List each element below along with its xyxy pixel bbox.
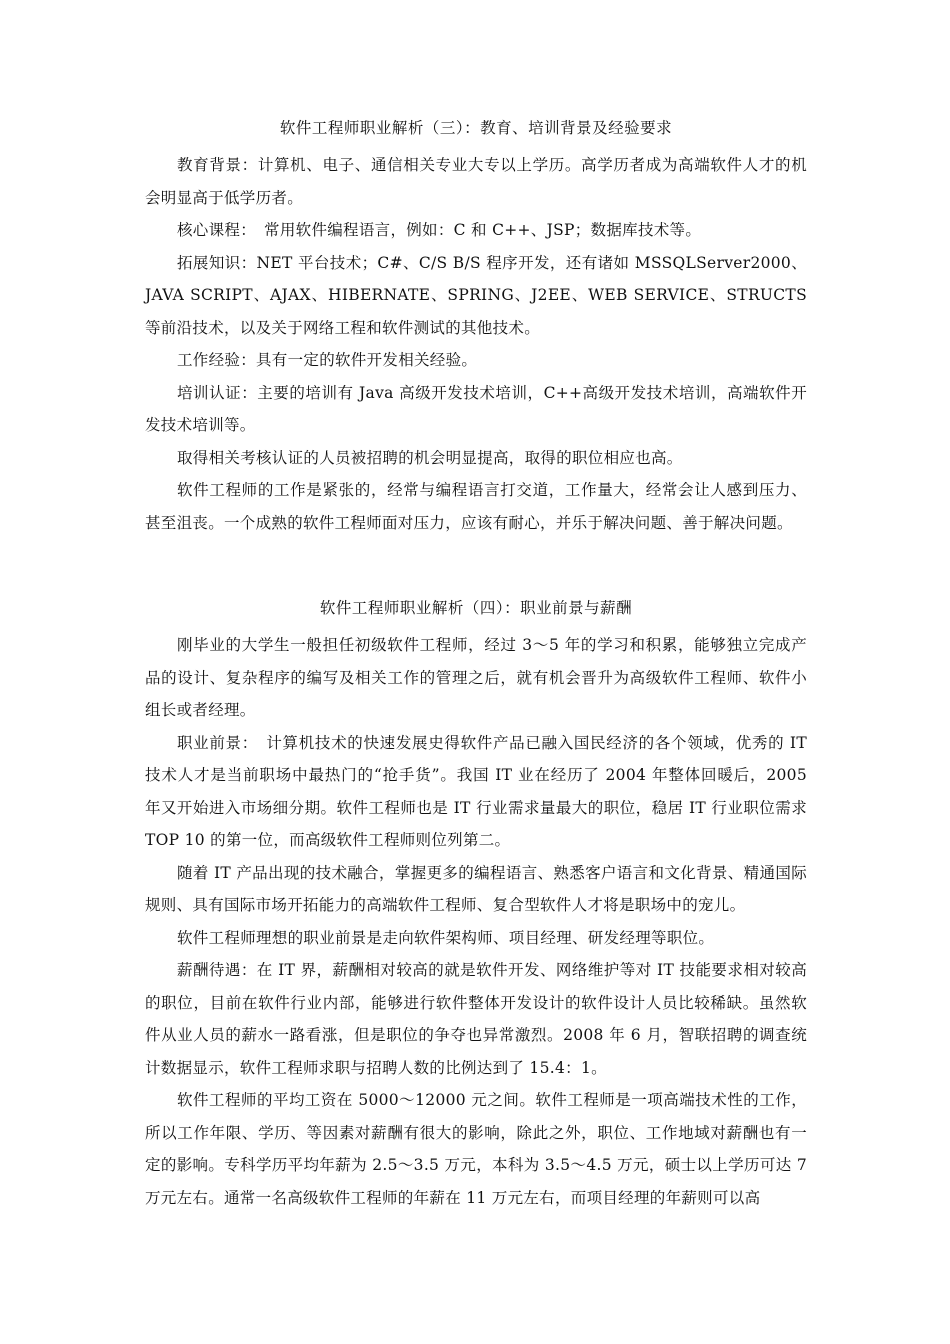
- paragraph-salary-treatment: 薪酬待遇：在 IT 界，薪酬相对较高的就是软件开发、网络维护等对 IT 技能要求相对较高的职位，目前在软件行业内部，能够进行软件整体开发设计的软件设计人员比较稀缺。虽然软件从业人员的薪水一路看涨，但是职位的争夺也异常激烈。2008 年 6 月，智联招聘的调查统计数据显示，软件工程师求职与招聘人数的比例达到了 15.4：1。: [145, 961, 807, 1077]
- paragraph-technology-convergence: 随着 IT 产品出现的技术融合，掌握更多的编程语言、熟悉客户语言和文化背景、精通国际规则、具有国际市场开拓能力的高端软件工程师、复合型软件人才将是职场中的宠儿。: [145, 863, 807, 914]
- section-education-training: [145, 116, 807, 539]
- section-career-prospects-salary: [145, 596, 807, 1214]
- paragraph-work-experience: 工作经验：具有一定的软件开发相关经验。: [177, 351, 478, 369]
- section-title: 软件工程师职业解析（三）：教育、培训背景及经验要求: [279, 119, 673, 137]
- paragraph-education-background: 教育背景：计算机、电子、通信相关专业大专以上学历。高学历者成为高端软件人才的机会明显高于低学历者。: [145, 156, 807, 207]
- paragraph-certification-benefit: 取得相关考核认证的人员被招聘的机会明显提高，取得的职位相应也高。: [177, 448, 683, 467]
- paragraph-work-pressure: 软件工程师的工作是紧张的，经常与编程语言打交道，工作量大，经常会让人感到压力、甚至沮丧。一个成熟的软件工程师面对压力，应该有耐心，并乐于解决问题、善于解决问题。: [145, 481, 807, 532]
- paragraph-career-prospects: 职业前景： 计算机技术的快速发展史得软件产品已融入国民经济的各个领域，优秀的 IT 技术人才是当前职场中最热门的“抢手货”。我国 IT 业在经历了 2004 年整体回暖后，2005 年又开始进入市场细分期。软件工程师也是 IT 行业需求量最大的职位，稳居 IT 行业职位需求 TOP 10 的第一位，而高级软件工程师则位列第二。: [145, 733, 807, 849]
- paragraph-extended-knowledge: 拓展知识：NET 平台技术；C#、C/S B/S 程序开发，还有诸如 MSSQLServer2000、JAVA SCRIPT、AJAX、HIBERNATE、SPRING、J2EE、WEB SERVICE、STRUCTS 等前沿技术，以及关于网络工程和软件测试的其他技术。: [145, 253, 807, 337]
- paragraph-core-courses: 核心课程： 常用软件编程语言，例如：C 和 C++、JSP；数据库技术等。: [177, 221, 702, 239]
- paragraph-career-path: 刚毕业的大学生一般担任初级软件工程师，经过 3～5 年的学习和积累，能够独立完成产品的设计、复杂程序的编写及相关工作的管理之后，就有机会晋升为高级软件工程师、软件小组长或者经理。: [145, 636, 807, 719]
- paragraph-average-salary: 软件工程师的平均工资在 5000～12000 元之间。软件工程师是一项高端技术性的工作，所以工作年限、学历、等因素对薪酬有很大的影响，除此之外，职位、工作地域对薪酬也有一定的影响。专科学历平均年薪为 2.5～3.5 万元，本科为 3.5～4.5 万元，硕士以上学历可达 7 万元左右。通常一名高级软件工程师的年薪在 11 万元左右，而项目经理的年薪则可以高: [145, 1091, 807, 1207]
- paragraph-training-certification: 培训认证：主要的培训有 Java 高级开发技术培训，C++高级开发技术培训，高端软件开发技术培训等。: [145, 383, 807, 434]
- section-title: 软件工程师职业解析（四）：职业前景与薪酬: [319, 599, 633, 617]
- paragraph-ideal-prospects: 软件工程师理想的职业前景是走向软件架构师、项目经理、研发经理等职位。: [177, 928, 715, 947]
